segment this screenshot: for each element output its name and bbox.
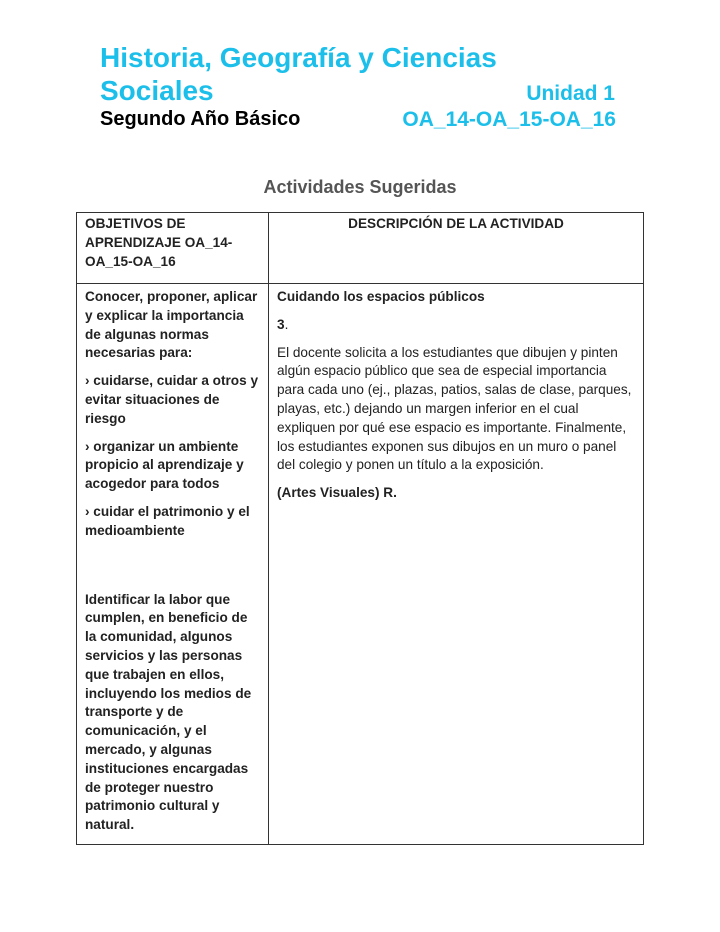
- unit-label: Unidad 1: [526, 82, 615, 105]
- activity-number: 3: [277, 316, 285, 332]
- objectives-header: OBJETIVOS DE APRENDIZAJE OA_14-OA_15-OA_16: [77, 213, 269, 284]
- table-row: [77, 284, 644, 845]
- grade-label: Segundo Año Básico: [100, 108, 301, 130]
- activities-table: [76, 212, 644, 845]
- activity-subjects: (Artes Visuales) R.: [277, 485, 397, 501]
- objectives-cell: [77, 284, 269, 845]
- activity-description: El docente solicita a los estudiantes que dibujen y pinten algún espacio público que sea de especial importancia para cada uno (ej., plazas, patios, salas de clase, parques, playas, etc.) dejando un margen inferior en el cual expliquen por qué ese espacio es importante. Finalmente, los estudiantes exponen sus dibujos en un muro o panel del colegio y ponen un título a la exposición.: [277, 344, 632, 473]
- objective-intro: Conocer, proponer, aplicar y explicar la importancia de algunas normas necesarias para:: [85, 289, 258, 361]
- objective-second: Identificar la labor que cumplen, en beneficio de la comunidad, algunos servicios y las personas que trabajen en ellos, incluyendo los medios de transporte y de comunicación, y el mercado, y algunas instituciones encargadas de proteger nuestro patrimonio cultural y natural.: [85, 591, 252, 833]
- section-title: Actividades Sugeridas: [263, 177, 457, 197]
- activity-number-suffix: .: [284, 316, 289, 332]
- activity-number-line: [277, 316, 635, 335]
- activity-header: DESCRIPCIÓN DE LA ACTIVIDAD: [269, 213, 644, 284]
- objective-item: › cuidar el patrimonio y el medioambiente: [85, 503, 250, 538]
- subject-title: Historia, Geografía y Ciencias: [100, 42, 497, 73]
- activity-title: Cuidando los espacios públicos: [277, 289, 485, 304]
- objective-item: › cuidarse, cuidar a otros y evitar situaciones de riesgo: [85, 373, 259, 426]
- table-header-row: [77, 213, 644, 284]
- subject-title-line2: Sociales: [100, 75, 214, 106]
- activity-cell: [269, 284, 644, 845]
- oa-codes: OA_14-OA_15-OA_16: [402, 108, 616, 131]
- objective-item: › organizar un ambiente propicio al aprendizaje y acogedor para todos: [85, 438, 244, 492]
